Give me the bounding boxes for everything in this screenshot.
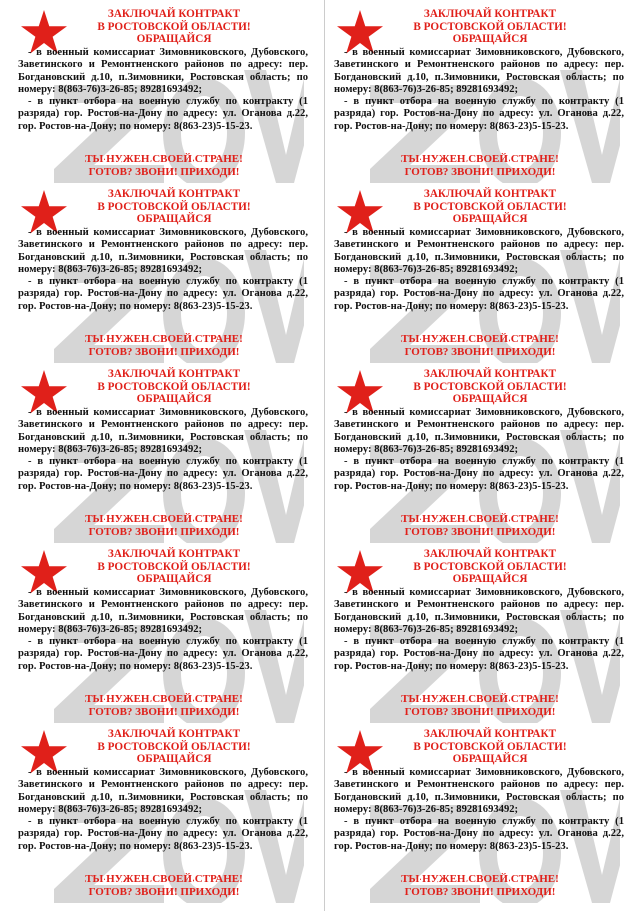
cut-line bbox=[324, 0, 325, 911]
flyer-body bbox=[18, 407, 308, 493]
flyer-body bbox=[334, 407, 624, 493]
slogan-country-needs-you: ТЫ НУЖЕН СВОЕЙ СТРАНЕ! bbox=[85, 693, 243, 705]
headline-line-3: ОБРАЩАЙСЯ bbox=[452, 213, 528, 226]
headline-line-1: ЗАКЛЮЧАЙ КОНТРАКТ bbox=[423, 8, 557, 20]
flyer-headline bbox=[390, 548, 590, 586]
headline-line-3: ОБРАЩАЙСЯ bbox=[452, 573, 528, 586]
headline-line-1: ЗАКЛЮЧАЙ КОНТРАКТ bbox=[107, 188, 241, 200]
recruitment-flyer bbox=[330, 5, 630, 183]
flyer-body bbox=[18, 227, 308, 313]
headline-line-2: В РОСТОВСКОЙ ОБЛАСТИ! bbox=[97, 740, 251, 753]
headline-line-1: ЗАКЛЮЧАЙ КОНТРАКТ bbox=[107, 368, 241, 380]
slogan-country-needs-you: ТЫ НУЖЕН СВОЕЙ СТРАНЕ! bbox=[85, 153, 243, 165]
flyer-headline bbox=[390, 188, 590, 226]
slogan-country-needs-you: ТЫ НУЖЕН СВОЕЙ СТРАНЕ! bbox=[401, 153, 559, 165]
slogan-call-come: ГОТОВ? ЗВОНИ! ПРИХОДИ! bbox=[404, 166, 556, 178]
headline-line-3: ОБРАЩАЙСЯ bbox=[136, 753, 212, 766]
slogan-country-needs-you: ТЫ НУЖЕН СВОЕЙ СТРАНЕ! bbox=[401, 333, 559, 345]
flyer-body bbox=[18, 47, 308, 133]
commissariat-paragraph: - в военный комиссариат Зимовниковского, Дубовского, Заветинского и Ремонтненского районов по адресу: пер. Богдановский д.10, п.Зимовники, Ростовская область; по номеру: 8(863-76)3-26-85; 89281693492; bbox=[18, 407, 308, 455]
slogan-call-come: ГОТОВ? ЗВОНИ! ПРИХОДИ! bbox=[404, 346, 556, 358]
slogan-call-come: ГОТОВ? ЗВОНИ! ПРИХОДИ! bbox=[404, 526, 556, 538]
commissariat-paragraph: - в военный комиссариат Зимовниковского, Дубовского, Заветинского и Ремонтненского районов по адресу: пер. Богдановский д.10, п.Зимовники, Ростовская область; по номеру: 8(863-76)3-26-85; 89281693492; bbox=[334, 407, 624, 455]
headline-line-2: В РОСТОВСКОЙ ОБЛАСТИ! bbox=[97, 200, 251, 213]
selection-point-paragraph: - в пункт отбора на военную службу по контракту (1 разряда) гор. Ростов-на-Дону по адресу: ул. Оганова д.22, гор. Ростов-на-Дону; по номеру: 8(863-23)5-15-23. bbox=[334, 276, 624, 312]
selection-point-paragraph: - в пункт отбора на военную службу по контракту (1 разряда) гор. Ростов-на-Дону по адресу: ул. Оганова д.22, гор. Ростов-на-Дону; по номеру: 8(863-23)5-15-23. bbox=[334, 96, 624, 132]
headline-line-2: В РОСТОВСКОЙ ОБЛАСТИ! bbox=[413, 560, 567, 573]
headline-line-3: ОБРАЩАЙСЯ bbox=[452, 33, 528, 46]
headline-line-1: ЗАКЛЮЧАЙ КОНТРАКТ bbox=[107, 548, 241, 560]
slogan-country-needs-you: ТЫ НУЖЕН СВОЕЙ СТРАНЕ! bbox=[85, 873, 243, 885]
headline-line-3: ОБРАЩАЙСЯ bbox=[452, 393, 528, 406]
commissariat-paragraph: - в военный комиссариат Зимовниковского, Дубовского, Заветинского и Ремонтненского районов по адресу: пер. Богдановский д.10, п.Зимовники, Ростовская область; по номеру: 8(863-76)3-26-85; 89281693492; bbox=[334, 227, 624, 275]
flyer-headline bbox=[74, 8, 274, 46]
commissariat-paragraph: - в военный комиссариат Зимовниковского, Дубовского, Заветинского и Ремонтненского районов по адресу: пер. Богдановский д.10, п.Зимовники, Ростовская область; по номеру: 8(863-76)3-26-85; 89281693492; bbox=[334, 767, 624, 815]
flyer-headline bbox=[390, 368, 590, 406]
flyer-body bbox=[334, 227, 624, 313]
recruitment-flyer bbox=[330, 545, 630, 723]
headline-line-2: В РОСТОВСКОЙ ОБЛАСТИ! bbox=[413, 20, 567, 33]
flyer-headline bbox=[74, 728, 274, 766]
recruitment-flyer bbox=[14, 725, 314, 903]
slogan-call-come: ГОТОВ? ЗВОНИ! ПРИХОДИ! bbox=[88, 166, 240, 178]
headline-line-1: ЗАКЛЮЧАЙ КОНТРАКТ bbox=[423, 368, 557, 380]
headline-line-2: В РОСТОВСКОЙ ОБЛАСТИ! bbox=[413, 740, 567, 753]
slogan-call-come: ГОТОВ? ЗВОНИ! ПРИХОДИ! bbox=[88, 706, 240, 718]
selection-point-paragraph: - в пункт отбора на военную службу по контракту (1 разряда) гор. Ростов-на-Дону по адресу: ул. Оганова д.22, гор. Ростов-на-Дону; по номеру: 8(863-23)5-15-23. bbox=[18, 276, 308, 312]
slogan-call-come: ГОТОВ? ЗВОНИ! ПРИХОДИ! bbox=[88, 886, 240, 898]
recruitment-flyer bbox=[330, 185, 630, 363]
headline-line-1: ЗАКЛЮЧАЙ КОНТРАКТ bbox=[423, 728, 557, 740]
selection-point-paragraph: - в пункт отбора на военную службу по контракту (1 разряда) гор. Ростов-на-Дону по адресу: ул. Оганова д.22, гор. Ростов-на-Дону; по номеру: 8(863-23)5-15-23. bbox=[18, 456, 308, 492]
headline-line-1: ЗАКЛЮЧАЙ КОНТРАКТ bbox=[423, 188, 557, 200]
headline-line-2: В РОСТОВСКОЙ ОБЛАСТИ! bbox=[97, 560, 251, 573]
commissariat-paragraph: - в военный комиссариат Зимовниковского, Дубовского, Заветинского и Ремонтненского районов по адресу: пер. Богдановский д.10, п.Зимовники, Ростовская область; по номеру: 8(863-76)3-26-85; 89281693492; bbox=[334, 47, 624, 95]
recruitment-flyer bbox=[330, 725, 630, 903]
selection-point-paragraph: - в пункт отбора на военную службу по контракту (1 разряда) гор. Ростов-на-Дону по адресу: ул. Оганова д.22, гор. Ростов-на-Дону; по номеру: 8(863-23)5-15-23. bbox=[334, 456, 624, 492]
commissariat-paragraph: - в военный комиссариат Зимовниковского, Дубовского, Заветинского и Ремонтненского районов по адресу: пер. Богдановский д.10, п.Зимовники, Ростовская область; по номеру: 8(863-76)3-26-85; 89281693492; bbox=[18, 227, 308, 275]
headline-line-1: ЗАКЛЮЧАЙ КОНТРАКТ bbox=[107, 728, 241, 740]
commissariat-paragraph: - в военный комиссариат Зимовниковского, Дубовского, Заветинского и Ремонтненского районов по адресу: пер. Богдановский д.10, п.Зимовники, Ростовская область; по номеру: 8(863-76)3-26-85; 89281693492; bbox=[18, 767, 308, 815]
headline-line-3: ОБРАЩАЙСЯ bbox=[452, 753, 528, 766]
flyer-body bbox=[18, 767, 308, 853]
headline-line-2: В РОСТОВСКОЙ ОБЛАСТИ! bbox=[97, 20, 251, 33]
slogan-call-come: ГОТОВ? ЗВОНИ! ПРИХОДИ! bbox=[88, 526, 240, 538]
headline-line-2: В РОСТОВСКОЙ ОБЛАСТИ! bbox=[413, 200, 567, 213]
flyer-body bbox=[334, 47, 624, 133]
flyer-body bbox=[334, 767, 624, 853]
headline-line-1: ЗАКЛЮЧАЙ КОНТРАКТ bbox=[423, 548, 557, 560]
flyer-headline bbox=[74, 548, 274, 586]
recruitment-flyer bbox=[14, 185, 314, 363]
slogan-call-come: ГОТОВ? ЗВОНИ! ПРИХОДИ! bbox=[404, 886, 556, 898]
slogan-call-come: ГОТОВ? ЗВОНИ! ПРИХОДИ! bbox=[404, 706, 556, 718]
slogan-country-needs-you: ТЫ НУЖЕН СВОЕЙ СТРАНЕ! bbox=[85, 333, 243, 345]
slogan-country-needs-you: ТЫ НУЖЕН СВОЕЙ СТРАНЕ! bbox=[401, 693, 559, 705]
commissariat-paragraph: - в военный комиссариат Зимовниковского, Дубовского, Заветинского и Ремонтненского районов по адресу: пер. Богдановский д.10, п.Зимовники, Ростовская область; по номеру: 8(863-76)3-26-85; 89281693492; bbox=[18, 47, 308, 95]
commissariat-paragraph: - в военный комиссариат Зимовниковского, Дубовского, Заветинского и Ремонтненского районов по адресу: пер. Богдановский д.10, п.Зимовники, Ростовская область; по номеру: 8(863-76)3-26-85; 89281693492; bbox=[334, 587, 624, 635]
headline-line-3: ОБРАЩАЙСЯ bbox=[136, 393, 212, 406]
selection-point-paragraph: - в пункт отбора на военную службу по контракту (1 разряда) гор. Ростов-на-Дону по адресу: ул. Оганова д.22, гор. Ростов-на-Дону; по номеру: 8(863-23)5-15-23. bbox=[334, 816, 624, 852]
flyer-body bbox=[18, 587, 308, 673]
slogan-country-needs-you: ТЫ НУЖЕН СВОЕЙ СТРАНЕ! bbox=[85, 513, 243, 525]
recruitment-flyer bbox=[14, 5, 314, 183]
selection-point-paragraph: - в пункт отбора на военную службу по контракту (1 разряда) гор. Ростов-на-Дону по адресу: ул. Оганова д.22, гор. Ростов-на-Дону; по номеру: 8(863-23)5-15-23. bbox=[18, 636, 308, 672]
headline-line-2: В РОСТОВСКОЙ ОБЛАСТИ! bbox=[97, 380, 251, 393]
headline-line-3: ОБРАЩАЙСЯ bbox=[136, 213, 212, 226]
commissariat-paragraph: - в военный комиссариат Зимовниковского, Дубовского, Заветинского и Ремонтненского районов по адресу: пер. Богдановский д.10, п.Зимовники, Ростовская область; по номеру: 8(863-76)3-26-85; 89281693492; bbox=[18, 587, 308, 635]
headline-line-1: ЗАКЛЮЧАЙ КОНТРАКТ bbox=[107, 8, 241, 20]
recruitment-flyer bbox=[14, 545, 314, 723]
selection-point-paragraph: - в пункт отбора на военную службу по контракту (1 разряда) гор. Ростов-на-Дону по адресу: ул. Оганова д.22, гор. Ростов-на-Дону; по номеру: 8(863-23)5-15-23. bbox=[18, 96, 308, 132]
selection-point-paragraph: - в пункт отбора на военную службу по контракту (1 разряда) гор. Ростов-на-Дону по адресу: ул. Оганова д.22, гор. Ростов-на-Дону; по номеру: 8(863-23)5-15-23. bbox=[18, 816, 308, 852]
slogan-country-needs-you: ТЫ НУЖЕН СВОЕЙ СТРАНЕ! bbox=[401, 873, 559, 885]
selection-point-paragraph: - в пункт отбора на военную службу по контракту (1 разряда) гор. Ростов-на-Дону по адресу: ул. Оганова д.22, гор. Ростов-на-Дону; по номеру: 8(863-23)5-15-23. bbox=[334, 636, 624, 672]
slogan-country-needs-you: ТЫ НУЖЕН СВОЕЙ СТРАНЕ! bbox=[401, 513, 559, 525]
flyer-headline bbox=[390, 728, 590, 766]
slogan-call-come: ГОТОВ? ЗВОНИ! ПРИХОДИ! bbox=[88, 346, 240, 358]
headline-line-3: ОБРАЩАЙСЯ bbox=[136, 33, 212, 46]
recruitment-flyer bbox=[14, 365, 314, 543]
recruitment-flyer bbox=[330, 365, 630, 543]
headline-line-2: В РОСТОВСКОЙ ОБЛАСТИ! bbox=[413, 380, 567, 393]
flyer-body bbox=[334, 587, 624, 673]
flyer-headline bbox=[74, 188, 274, 226]
flyer-headline bbox=[74, 368, 274, 406]
flyer-headline bbox=[390, 8, 590, 46]
headline-line-3: ОБРАЩАЙСЯ bbox=[136, 573, 212, 586]
